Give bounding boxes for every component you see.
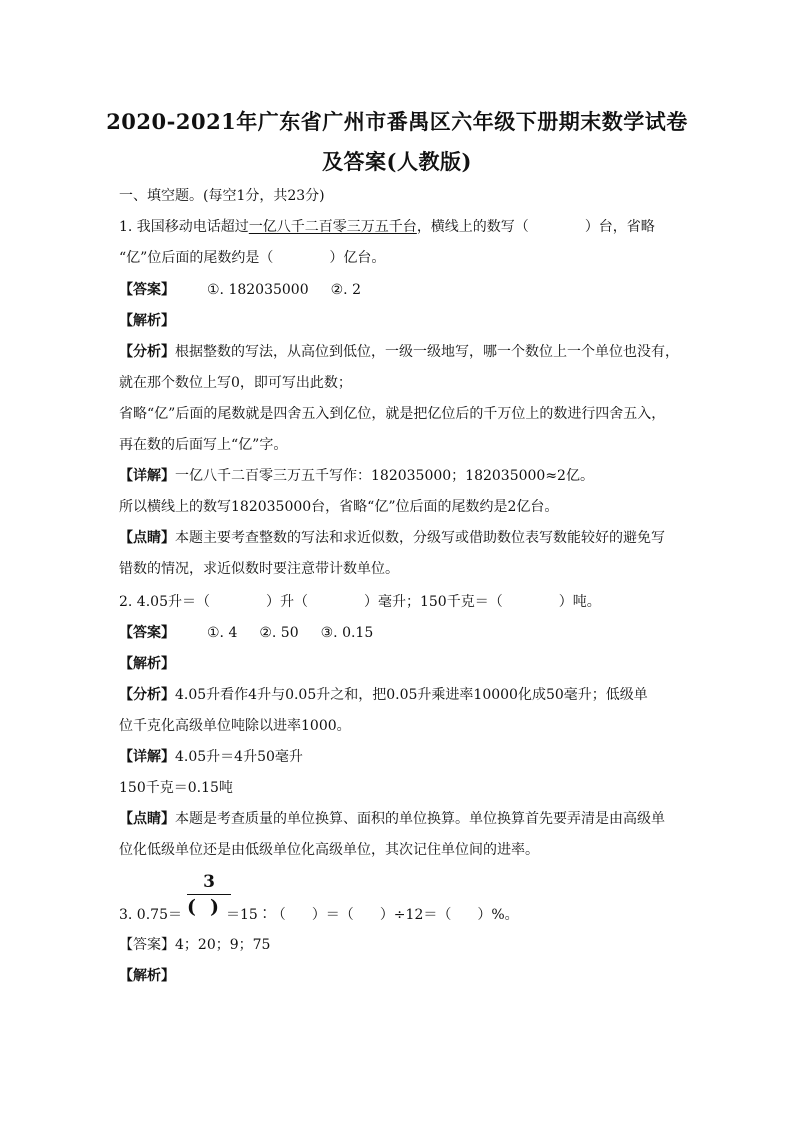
q2-xiangjie-line2: 150千克＝0.15吨 [119,780,233,796]
q3-answer: 【答案】4；20；9；75 [119,937,271,953]
q1-fenxi-text-1: 根据整数的写法，从高位到低位，一级一级地写，哪一个数位上一个单位也没有， [175,344,679,360]
q1-fenxi-line1 [119,343,679,361]
q1-text-d: “亿”位后面的尾数约是（ [119,250,274,266]
q2-xiangjie-text-1: 4.05升＝4升50毫升 [175,749,303,765]
q3-line1 [119,906,519,924]
exam-title-line1: 2020-2021年广东省广州市番禺区六年级下册期末数学试卷 [106,109,688,134]
q2-dianjing-text-1: 本题是考查质量的单位换算、面积的单位换算。单位换算首先要弄清是由高级单 [175,811,665,827]
q1-dianjing-line2: 错数的情况，求近似数时要注意带计数单位。 [119,561,399,577]
q3-text-b: ）＝（ [311,907,354,923]
q3-text-d: ）%。 [477,907,519,923]
xiangjie-tag: 【详解】 [119,749,175,765]
q1-xiangjie-text-1: 一亿八千二百零三万五千写作：182035000；182035000≈2亿。 [175,468,594,484]
q1-answer-1: ①. 182035000 [207,282,309,298]
answer-tag: 【答案】 [119,282,175,298]
q3-fraction-denominator: () [187,896,233,918]
exam-title-line2: 及答案(人教版) [322,149,472,174]
q2-analysis-label: 【解析】 [119,656,175,672]
q2-xiangjie-line1 [119,748,303,766]
q3-prefix: 3. 0.75＝ [119,907,182,923]
q1-fenxi-line3: 省略“亿”后面的尾数就是四舍五入到亿位，就是把亿位后的千万位上的数进行四舍五入， [119,406,666,422]
q1-underlined-number: 一亿八千二百零三万五千台 [248,219,417,235]
q3-text-a: ＝15∶（ [225,907,286,923]
xiangjie-tag: 【详解】 [119,468,175,484]
q2-fenxi-line1 [119,686,648,704]
fenxi-tag: 【分析】 [119,344,175,360]
q1-dianjing-text-1: 本题主要考查整数的写法和求近似数，分级写或借助数位表写数能较好的避免写 [175,530,665,546]
q2-line1 [119,593,601,611]
q1-answer [119,281,361,299]
q1-answer-2: ②. 2 [330,282,361,298]
q1-xiangjie-line2: 所以横线上的数写182035000台，省略“亿”位后面的尾数约是2亿台。 [119,499,559,515]
fenxi-tag: 【分析】 [119,687,175,703]
q3-fraction-numerator: 3 [203,872,215,892]
q2-dianjing-line2: 位化低级单位还是由低级单位化高级单位，其次记住单位间的进率。 [119,842,539,858]
dianjing-tag: 【点睛】 [119,811,175,827]
q1-line1 [119,218,655,236]
dianjing-tag: 【点睛】 [119,530,175,546]
answer-tag: 【答案】 [119,625,175,641]
q1-line2 [119,249,385,267]
q1-fenxi-line2: 就在那个数位上写0，即可写出此数； [119,375,352,391]
q1-analysis-label: 【解析】 [119,313,175,329]
section-heading: 一、填空题。(每空1分，共23分) [119,188,325,204]
q1-text-b: ，横线上的数写（ [416,219,529,235]
q1-text-c: ）台，省略 [584,219,655,235]
q2-text-c: ）毫升；150千克＝（ [363,594,503,610]
q2-answer-2: ②. 50 [259,625,299,641]
q2-answer-1: ①. 4 [207,625,238,641]
q1-text-e: ）亿台。 [329,250,386,266]
q2-answer [119,624,373,642]
q2-text-b: ）升（ [265,594,308,610]
q3-text-c: ）÷12＝（ [379,907,452,923]
q2-fenxi-text-1: 4.05升看作4升与0.05升之和，把0.05升乘进率10000化成50毫升；低级单 [175,687,648,703]
q2-answer-3: ③. 0.15 [320,625,374,641]
q2-fenxi-line2: 位千克化高级单位吨除以进率1000。 [119,718,351,734]
q2-text-d: ）吨。 [558,594,601,610]
q1-fenxi-line4: 再在数的后面写上“亿”字。 [119,437,288,453]
q3-analysis-label: 【解析】 [119,968,175,984]
q1-dianjing-line1 [119,529,665,547]
q1-text-a: 1. 我国移动电话超过 [119,219,249,235]
q2-dianjing-line1 [119,810,665,828]
q2-text-a: 2. 4.05升＝（ [119,594,210,610]
q1-xiangjie-line1 [119,467,594,485]
